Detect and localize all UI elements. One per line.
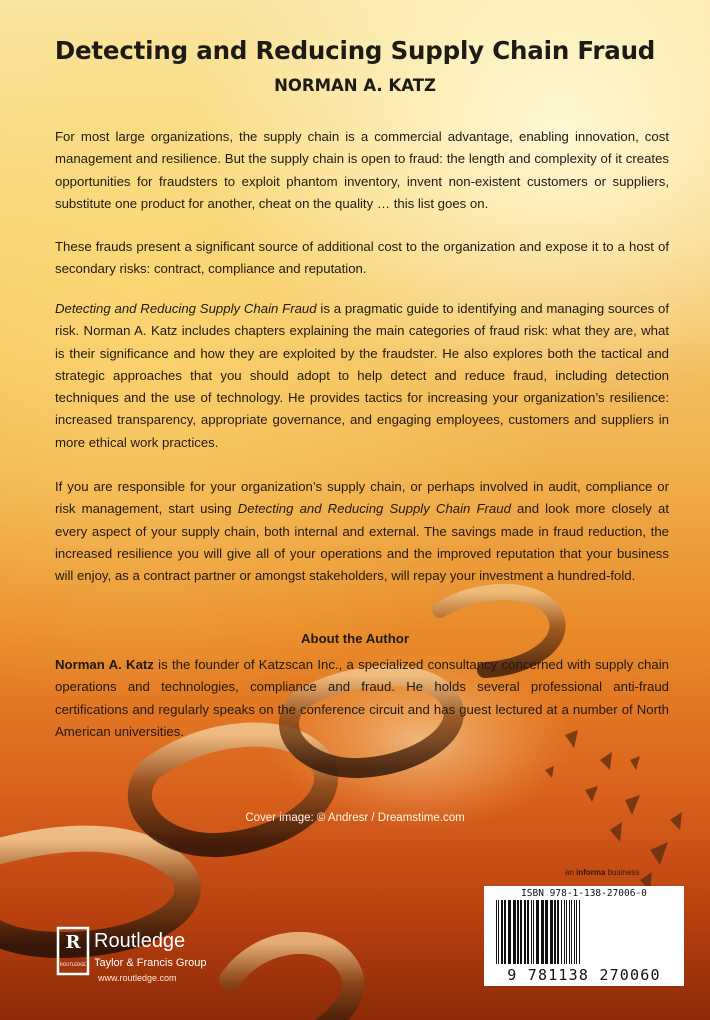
- barcode-bar: [574, 900, 575, 964]
- barcode-bar: [517, 900, 519, 964]
- publisher-group: Taylor & Francis Group: [94, 957, 207, 969]
- book-title-inline: Detecting and Reducing Supply Chain Fraud: [55, 301, 317, 316]
- isbn-barcode: [484, 886, 684, 986]
- publisher-name: Routledge: [94, 930, 186, 952]
- book-author: NORMAN A. KATZ: [274, 76, 436, 95]
- barcode-bar: [571, 900, 572, 964]
- barcode-bar: [504, 900, 506, 964]
- barcode-bars: [494, 900, 674, 964]
- informa-prefix: an: [565, 868, 577, 877]
- about-author-heading: About the Author: [301, 631, 409, 646]
- book-title: Detecting and Reducing Supply Chain Fraud: [54, 36, 656, 65]
- barcode-bar: [579, 900, 580, 964]
- logo-letter: R: [65, 932, 81, 953]
- informa-brand: informa: [576, 868, 606, 877]
- about-author-text: [55, 654, 669, 743]
- paragraph-4-start: If you are responsible for your organization’s supply chain, or perhaps involved in audit, compliance or risk management, start using: [55, 479, 669, 517]
- barcode-bar: [576, 900, 577, 964]
- paragraph-4-rest: and look more closely at every aspect of your supply chain, both internal and external. The savings made in fraud reduction, the increased resilience you will give all of your operations and the improved reputation that your business will enjoy, as a contract partner or amongst stakeholders, will repay your investment a hundred-fold.: [55, 501, 670, 584]
- routledge-logo-icon: [56, 926, 90, 976]
- barcode-bar: [501, 900, 503, 964]
- barcode-bar: [513, 900, 516, 964]
- barcode-bar: [566, 900, 567, 964]
- cover-image-credit: Cover image: © Andresr / Dreamstime.com: [245, 812, 465, 824]
- barcode-bar: [550, 900, 553, 964]
- informa-suffix: business: [605, 868, 640, 877]
- barcode-bar: [541, 900, 544, 964]
- barcode-bar: [569, 900, 570, 964]
- barcode-bar: [561, 900, 562, 964]
- barcode-number: 9 781138 270060: [507, 966, 661, 984]
- barcode-bar: [527, 900, 529, 964]
- barcode-bar: [536, 900, 539, 964]
- blurb-paragraph-3: [55, 298, 669, 454]
- author-bio: is the founder of Katzscan Inc., a specialized consultancy concerned with supply chain operations and technologies, compliance and fraud. He holds several professional anti-fraud certifications and regularly speaks on the conference circuit and has guest lectured at a number of North American universities.: [55, 657, 669, 739]
- book-title-inline: Detecting and Reducing Supply Chain Fraud: [237, 501, 511, 517]
- barcode-bar: [564, 900, 565, 964]
- barcode-bar: [498, 900, 499, 964]
- barcode-bar: [496, 900, 497, 964]
- barcode-bar: [524, 900, 526, 964]
- barcode-bar: [557, 900, 559, 964]
- barcode-bar: [545, 900, 548, 964]
- informa-business-label: [565, 868, 639, 877]
- author-name: Norman A. Katz: [55, 657, 154, 672]
- barcode-bar: [520, 900, 522, 964]
- blurb-paragraph-4: [55, 476, 669, 587]
- paragraph-3-text: is a pragmatic guide to identifying and managing sources of risk. Norman A. Katz includes chapters explaining the main categories of fraud risk: what they are, what is their significance and how they are exploited by the fraudster. He also explores both the tactical and strategic approaches that you should adopt to help detect and reduce fraud, including detection techniques and the use of technology. He provides tactics for increasing your organization’s resilience: increased transparency, appropriate governance, and engaging employees, customers and suppliers in more ethical work practices.: [55, 301, 669, 450]
- blurb-paragraph-2: These frauds present a significant source of additional cost to the organization and expose it to a host of secondary risks: contract, compliance and reputation.: [55, 239, 669, 277]
- blurb-paragraph-1: For most large organizations, the supply chain is a commercial advantage, enabling innovation, cost management and resilience. But the supply chain is open to fraud: the length and complexity of it creates opportunities for fraudsters to exploit phantom inventory, invent non-existent customers or suppliers, substitute one product for another, cheat on the quality … this list goes on.: [55, 129, 669, 211]
- publisher-url: www.routledge.com: [98, 973, 177, 983]
- logo-text: ROUTLEDGE: [60, 962, 86, 967]
- barcode-bar: [533, 900, 534, 964]
- barcode-bar: [554, 900, 556, 964]
- isbn-label: ISBN 978-1-138-27006-0: [521, 888, 647, 899]
- barcode-bar: [531, 900, 532, 964]
- barcode-bar: [508, 900, 511, 964]
